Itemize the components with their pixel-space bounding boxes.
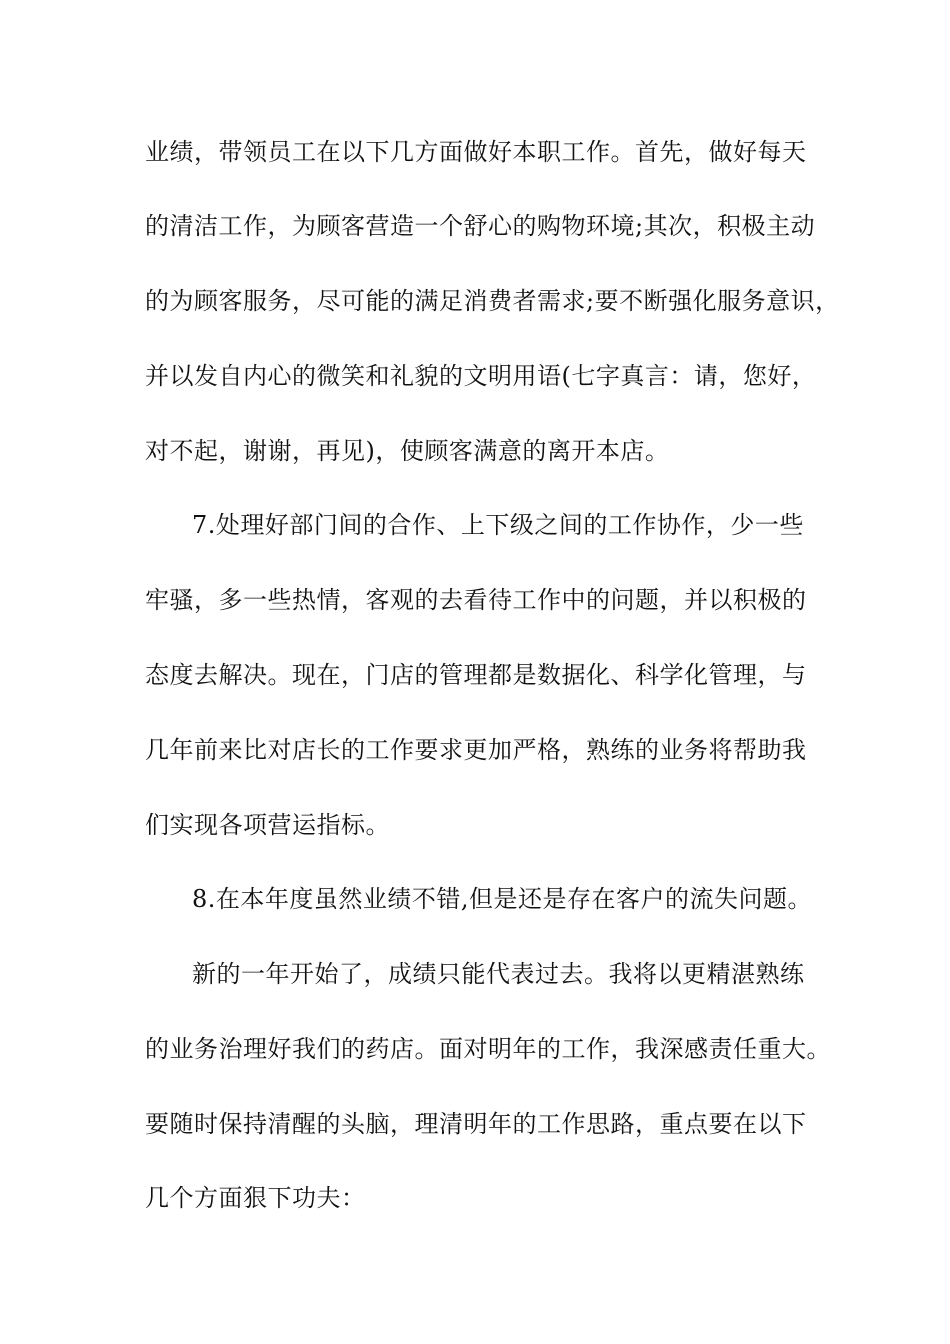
paragraph-line: 新的一年开始了，成绩只能代表过去。我将以更精湛熟练 bbox=[192, 960, 805, 988]
paragraph-line: 业绩，带领员工在以下几方面做好本职工作。首先，做好每天 bbox=[145, 138, 807, 166]
paragraph-line: 对不起，谢谢，再见)，使顾客满意的离开本店。 bbox=[145, 437, 670, 465]
paragraph-line: 几年前来比对店长的工作要求更加严格，熟练的业务将帮助我 bbox=[145, 736, 807, 764]
paragraph-line: 的业务治理好我们的药店。面对明年的工作，我深感责任重大。 bbox=[145, 1035, 831, 1063]
paragraph-line: 要随时保持清醒的头脑，理清明年的工作思路，重点要在以下 bbox=[145, 1110, 807, 1138]
paragraph-line: 7.处理好部门间的合作、上下级之间的工作协作，少一些 bbox=[192, 511, 804, 539]
paragraph-line: 几个方面狠下功夫： bbox=[145, 1184, 366, 1212]
paragraph-line: 的清洁工作，为顾客营造一个舒心的购物环境;其次，积极主动 bbox=[145, 212, 816, 240]
paragraph-line: 态度去解决。现在，门店的管理都是数据化、科学化管理，与 bbox=[145, 661, 807, 689]
paragraph-line: 并以发自内心的微笑和礼貌的文明用语(七字真言：请，您好， bbox=[145, 362, 817, 390]
paragraph-line: 牢骚，多一些热情，客观的去看待工作中的问题，并以积极的 bbox=[145, 586, 807, 614]
paragraph-line: 们实现各项营运指标。 bbox=[145, 811, 390, 839]
paragraph-line: 的为顾客服务，尽可能的满足消费者需求;要不断强化服务意识， bbox=[145, 287, 840, 315]
paragraph-line: 8.在本年度虽然业绩不错,但是还是存在客户的流失问题。 bbox=[192, 885, 813, 913]
